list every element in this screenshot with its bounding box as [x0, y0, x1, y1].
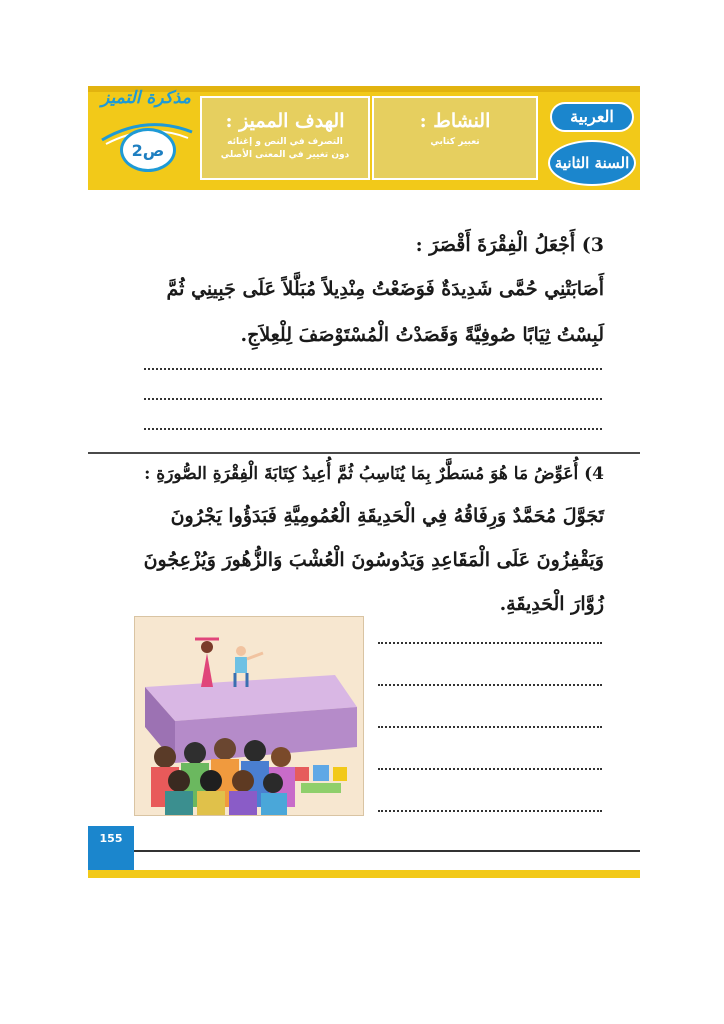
- activity-box: [372, 96, 538, 180]
- question-3-line-1: أَصَابَتْنِي حُمَّى شَدِيدَةٌ فَوَضَعْتُ مِنْدِيلاً مُبَلَّلاً عَلَى جَبِينِي ثُمَّ: [166, 278, 604, 300]
- answer-line[interactable]: [378, 684, 602, 686]
- answer-line[interactable]: [144, 398, 602, 400]
- footer-band: [88, 870, 640, 878]
- brand-badge: [120, 128, 176, 172]
- question-4-paragraph: [124, 494, 604, 626]
- answer-line[interactable]: [378, 642, 602, 644]
- question-3-line-2: لَبِسْتُ ثِيَابًا صُوفِيَّةً وَقَصَدْتُ الْمُسْتَوْصَفَ لِلْعِلاَجِ.: [240, 324, 604, 346]
- question-3-title: 3) أَجْعَلُ الْفِقْرَةَ أَقْصَرَ :: [415, 234, 604, 256]
- footer-rule: [134, 850, 640, 852]
- question-4-line-3: زُوَّارَ الْحَدِيقَةِ.: [499, 593, 604, 615]
- goal-title: الهدف المميز :: [225, 110, 345, 132]
- answer-line[interactable]: [144, 368, 602, 370]
- grade-label: السنة الثانية: [548, 140, 636, 186]
- question-4-line-2: وَيَقْفِزُونَ عَلَى الْمَقَاعِدِ وَيَدُوسُونَ الْعُشْبَ وَالزُّهُورَ وَيُزْعِجُونَ: [143, 549, 604, 571]
- stage-scene-image: [135, 617, 363, 815]
- section-divider: [88, 452, 640, 454]
- page-number: 155: [88, 826, 134, 870]
- goal-box: [200, 96, 370, 180]
- answer-line[interactable]: [378, 726, 602, 728]
- brand-logo: [94, 88, 198, 184]
- answer-line[interactable]: [378, 810, 602, 812]
- page-header: [88, 86, 640, 190]
- goal-line-1: التصرف في النص و إغنائه: [227, 137, 343, 147]
- brand-name: مذكرة التميز: [101, 88, 191, 108]
- question-4-title: 4) أُعَوِّضُ مَا هُوَ مُسَطَّرٌ بِمَا يُنَاسِبُ ثُمَّ أُعِيدُ كِتَابَةَ الْفِقْرَةِ الصُّورَةِ :: [144, 464, 604, 484]
- question-4-line-1: تَجَوَّلَ مُحَمَّدٌ وَرِفَاقُهُ فِي الْحَدِيقَةِ الْعُمُومِيَّةِ فَبَدَؤُوا يَجْرُونَ: [170, 505, 604, 527]
- stage-audience-illustration: [134, 616, 364, 816]
- worksheet-page: [88, 86, 640, 878]
- brand-code: 2ص: [131, 141, 165, 160]
- activity-text: تعبير كتابي: [430, 137, 480, 147]
- subject-label: العربية: [550, 102, 634, 132]
- answer-line[interactable]: [144, 428, 602, 430]
- answer-line[interactable]: [378, 768, 602, 770]
- question-3-paragraph: [124, 266, 604, 358]
- goal-line-2: دون تغيير في المعنى الأصلي: [220, 150, 350, 160]
- activity-title: النشاط :: [419, 110, 491, 132]
